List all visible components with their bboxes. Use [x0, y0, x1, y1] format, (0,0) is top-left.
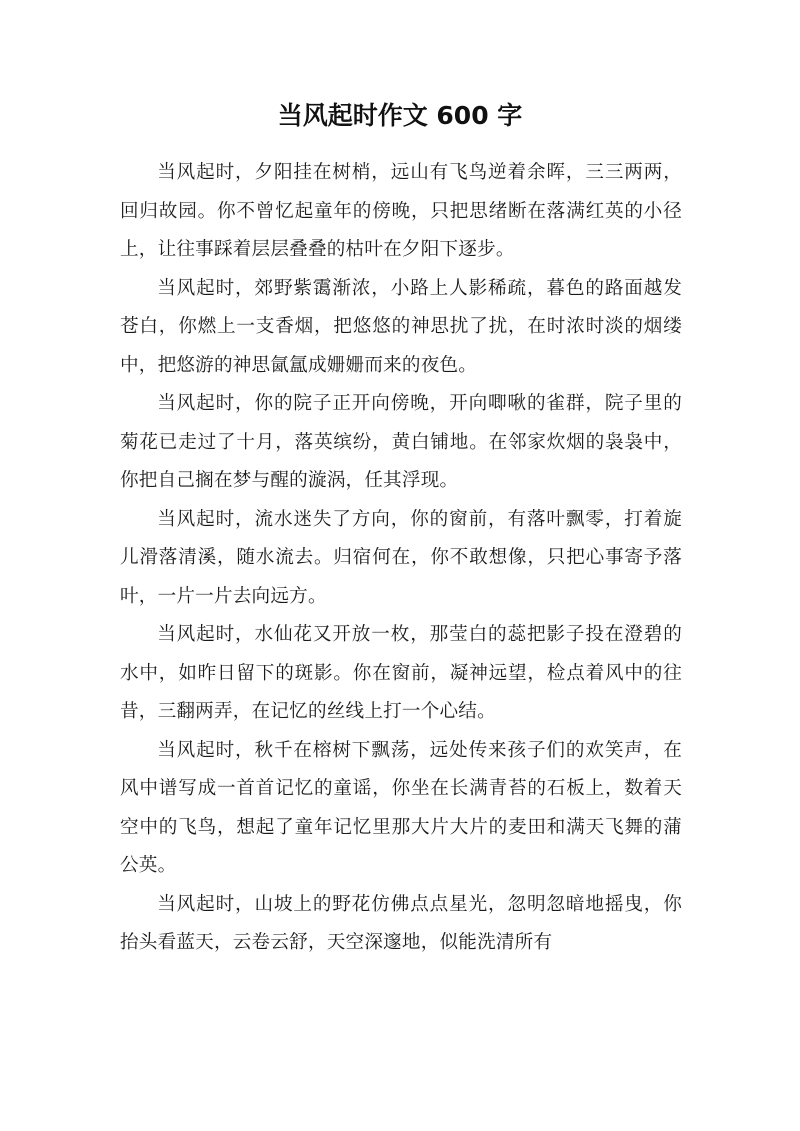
- paragraph-4: 当风起时，流水迷失了方向，你的窗前，有落叶飘零，打着旋儿滑落清溪，随水流去。归宿何在，你不敢想像，只把心事寄予落叶，一片一片去向远方。: [120, 508, 682, 607]
- paragraph-1: 当风起时，夕阳挂在树梢，远山有飞鸟逆着余晖，三三两两，回归故园。你不曾忆起童年的傍晚，只把思绪断在落满红英的小径上，让往事踩着层层叠叠的枯叶在夕阳下逐步。: [120, 162, 682, 260]
- document-title: 当风起时作文 600 字: [277, 101, 523, 130]
- paragraph-7: 当风起时，山坡上的野花仿佛点点星光，忽明忽暗地摇曳，你抬头看蓝天，云卷云舒，天空深邃地，似能洗清所有: [120, 893, 682, 953]
- paragraph-2: 当风起时，郊野紫霭渐浓，小路上人影稀疏，暮色的路面越发苍白，你燃上一支香烟，把悠悠的神思扰了扰，在时浓时淡的烟缕中，把悠游的神思氤氲成姗姗而来的夜色。: [120, 277, 682, 376]
- paragraph-3: 当风起时，你的院子正开向傍晚，开向唧啾的雀群，院子里的菊花已走过了十月，落英缤纷，黄白铺地。在邻家炊烟的袅袅中，你把自己搁在梦与醒的漩涡，任其浮现。: [120, 393, 682, 491]
- paragraph-6: 当风起时，秋千在榕树下飘荡，远处传来孩子们的欢笑声，在风中谱写成一首首记忆的童谣，你坐在长满青苔的石板上，数着天空中的飞鸟，想起了童年记忆里那大片大片的麦田和满天飞舞的蒲公英。: [120, 739, 682, 876]
- essay-body: [120, 154, 682, 963]
- paragraph-5: 当风起时，水仙花又开放一枚，那莹白的蕊把影子投在澄碧的水中，如昨日留下的斑影。你在窗前，凝神远望，检点着风中的往昔，三翻两弄，在记忆的丝线上打一个心结。: [120, 624, 682, 722]
